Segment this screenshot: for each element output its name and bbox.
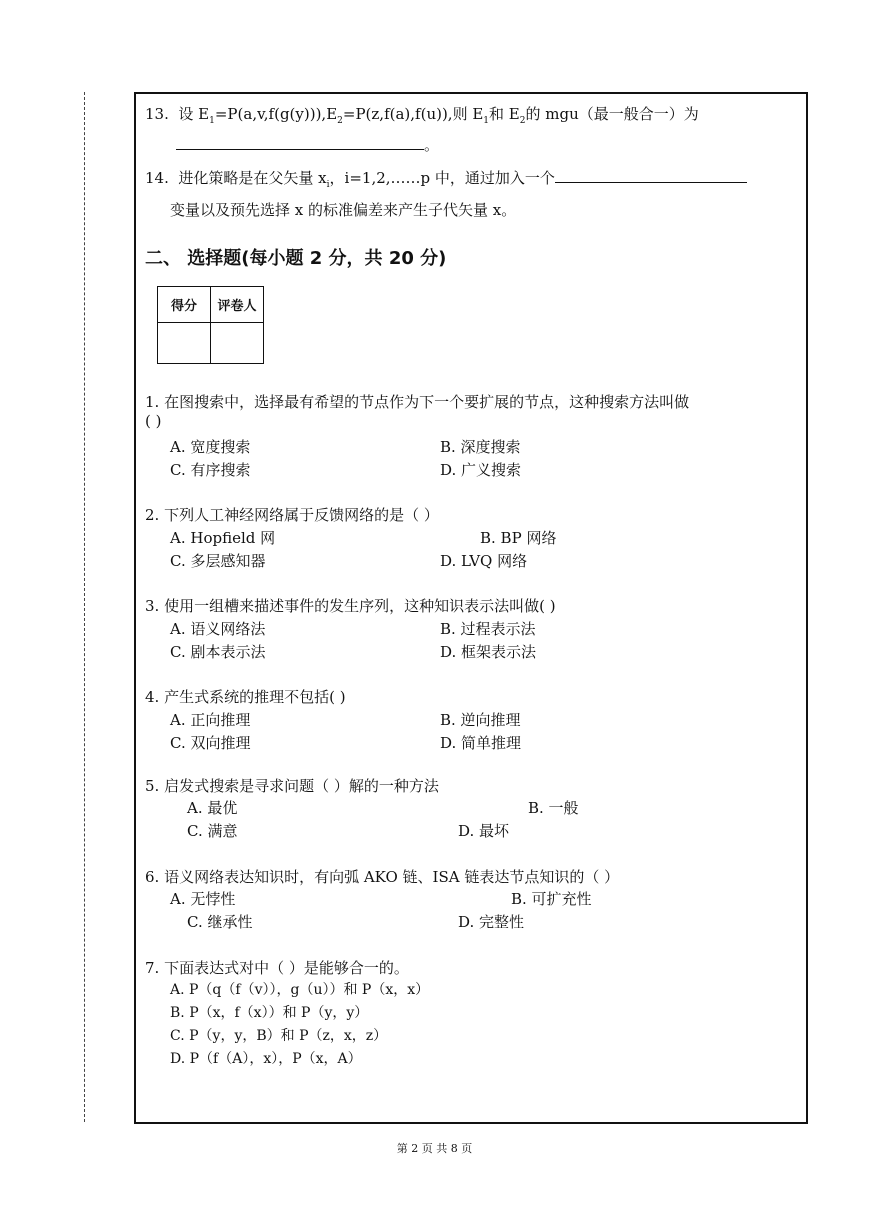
grader-header: 评卷人 — [211, 287, 264, 323]
mc-question-1-option-c[interactable]: C. 有序搜索 — [170, 461, 251, 479]
mc-question-3-option-a[interactable]: A. 语义网络法 — [170, 620, 266, 638]
score-header: 得分 — [158, 287, 211, 323]
mc-question-5-option-d[interactable]: D. 最坏 — [458, 822, 510, 840]
mc-question-6-option-a[interactable]: A. 无悖性 — [170, 890, 236, 908]
mc-question-4-option-a[interactable]: A. 正向推理 — [170, 711, 251, 729]
mc-question-2-option-b[interactable]: B. BP 网络 — [480, 529, 557, 547]
mc-question-2-stem: 2. 下列人工神经网络属于反馈网络的是（ ） — [145, 506, 439, 524]
mc-question-5-option-b[interactable]: B. 一般 — [528, 799, 579, 817]
mc-question-6-stem: 6. 语义网络表达知识时，有向弧 AKO 链、ISA 链表达节点知识的（ ） — [145, 868, 620, 886]
grader-cell[interactable] — [211, 323, 264, 364]
mc-question-3-option-d[interactable]: D. 框架表示法 — [440, 643, 537, 661]
mc-question-1-stem: 1. 在图搜索中，选择最有希望的节点作为下一个要扩展的节点，这种搜索方法叫做 — [145, 393, 690, 411]
mc-question-3-option-b[interactable]: B. 过程表示法 — [440, 620, 536, 638]
mc-question-5-option-a[interactable]: A. 最优 — [187, 799, 238, 817]
mc-question-2-option-d[interactable]: D. LVQ 网络 — [440, 552, 528, 570]
mc-question-2-option-c[interactable]: C. 多层感知器 — [170, 552, 266, 570]
question-13-answer-line[interactable]: 。 — [176, 134, 439, 155]
binding-line — [84, 92, 85, 1122]
mc-question-2-option-a[interactable]: A. Hopfield 网 — [170, 529, 276, 547]
mc-question-7-option-b[interactable]: B. P（x，f（x））和 P（y，y） — [170, 1005, 369, 1021]
question-14-line2: 变量以及预先选择 x 的标准偏差来产生子代矢量 x。 — [170, 201, 517, 219]
mc-question-1-stem-2: ( ) — [145, 412, 162, 430]
question-13: 13. 设 $E_1=P(a,v,f(g(y))),E_2=P(z,f(a),f(u))$,则 $E_1$和 $E_2$的 mgu（最一般合一）为 — [145, 105, 699, 126]
question-14-answer-line[interactable] — [555, 168, 747, 183]
mc-question-6-option-c[interactable]: C. 继承性 — [187, 913, 253, 931]
mc-question-7-option-a[interactable]: A. P（q（f（v）），g（u））和 P（x，x） — [170, 982, 430, 998]
mc-question-4-option-c[interactable]: C. 双向推理 — [170, 734, 251, 752]
mc-question-5-option-c[interactable]: C. 满意 — [187, 822, 238, 840]
mc-question-4-option-d[interactable]: D. 简单推理 — [440, 734, 522, 752]
mc-question-1-option-a[interactable]: A. 宽度搜索 — [170, 438, 251, 456]
mc-question-6-option-b[interactable]: B. 可扩充性 — [511, 890, 592, 908]
score-table — [157, 286, 264, 364]
mc-question-7-option-c[interactable]: C. P（y，y，B）和 P（z，x，z） — [170, 1028, 388, 1044]
question-14: 14. 进化策略是在父矢量 $x_i$，i=1,2,……p 中，通过加入一个 — [145, 167, 747, 190]
mc-question-4-option-b[interactable]: B. 逆向推理 — [440, 711, 521, 729]
mc-question-6-option-d[interactable]: D. 完整性 — [458, 913, 525, 931]
mc-question-7-option-d[interactable]: D. P（f（A），x），P（x，A） — [170, 1051, 362, 1067]
mc-question-3-stem: 3. 使用一组槽来描述事件的发生序列，这种知识表示法叫做( ) — [145, 597, 556, 615]
page-footer: 第 2 页 共 8 页 — [396, 1142, 473, 1155]
mc-question-3-option-c[interactable]: C. 剧本表示法 — [170, 643, 266, 661]
mc-question-1-option-d[interactable]: D. 广义搜索 — [440, 461, 522, 479]
mc-question-7-stem: 7. 下面表达式对中（ ）是能够合一的。 — [145, 959, 409, 977]
mc-question-5-stem: 5. 启发式搜索是寻求问题（ ）解的一种方法 — [145, 777, 439, 795]
score-cell[interactable] — [158, 323, 211, 364]
mc-question-1-option-b[interactable]: B. 深度搜索 — [440, 438, 521, 456]
section-title: 二、 选择题(每小题 2 分，共 20 分) — [145, 248, 447, 269]
mc-question-4-stem: 4. 产生式系统的推理不包括( ) — [145, 688, 346, 706]
